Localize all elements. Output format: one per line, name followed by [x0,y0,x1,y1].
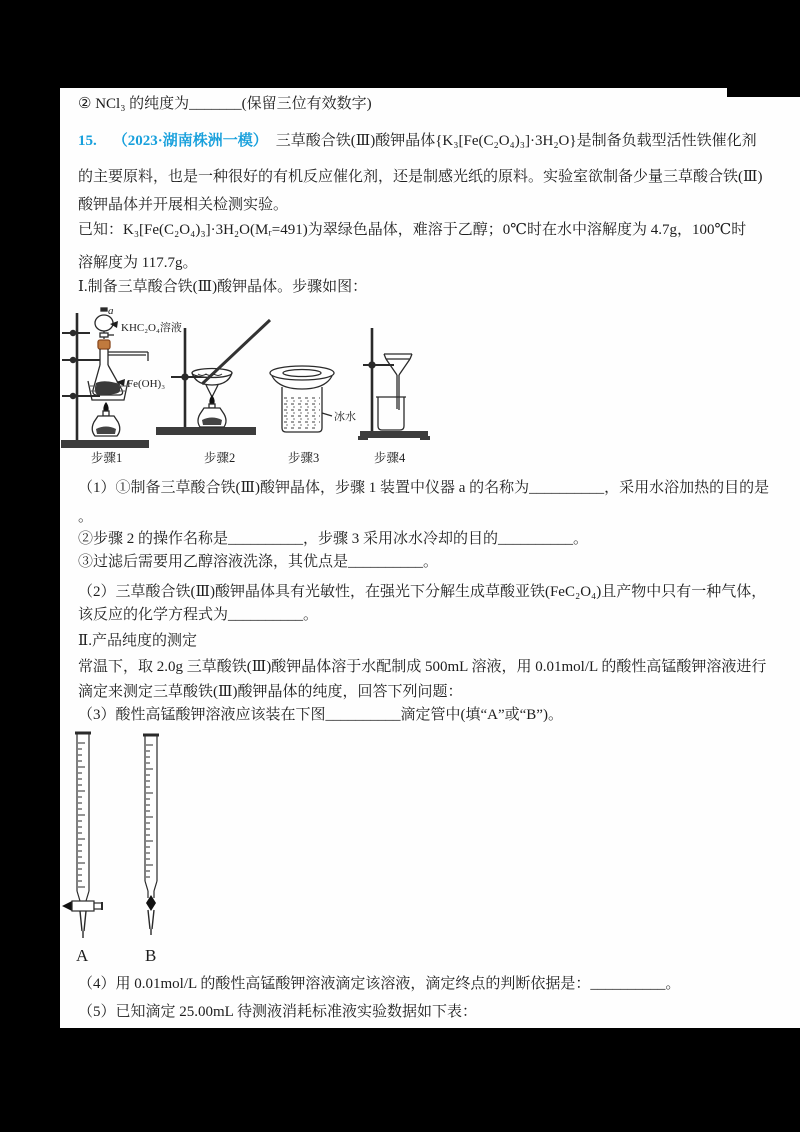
caption-step1: 步骤1 [91,451,123,465]
part2-title: Ⅱ.产品纯度的测定 [78,633,197,649]
part2-line1: 常温下，取 2.0g 三草酸铁(Ⅲ)酸钾晶体溶于水配制成 500mL 溶液，用 0.01mol/L 的酸性高锰酸钾溶液进行 [78,659,767,675]
apparatus-diagram [60,303,435,468]
q15-intro-line2: 的主要原料，也是一种很好的有机反应催化剂，还是制感光纸的原料。实验室欲制备少量三草酸合铁(Ⅲ) [78,169,763,185]
part1-title: Ⅰ.制备三草酸合铁(Ⅲ)酸钾晶体。步骤如图： [78,279,368,295]
q2-line2: 该反应的化学方程式为__________。 [78,607,319,623]
q15-intro-line1: 三草酸合铁(Ⅲ)酸钾晶体{K₃[Fe(C₂O₄)₃]·3H₂O}是制备负载型活性铁催化剂 [275,133,757,149]
flask-content-label: Fe(OH)₃ [127,378,166,390]
step2-evaporation-setup [156,320,270,435]
step3-ice-water-cooling [270,366,334,432]
step4-filtration-setup [358,328,430,440]
question-source: （2023·湖南株洲一模） [112,133,268,149]
q1-sub1-line2: 。 [78,509,94,525]
part2-line2: 滴定来测定三草酸铁(Ⅲ)酸钾晶体的纯度，回答下列问题： [78,684,463,700]
photo-corner-shadow [727,88,800,97]
instrument-a-label: a [108,305,114,317]
caption-step3: 步骤3 [288,451,320,465]
burette-diagram-svg [60,731,172,966]
apparatus-diagram-svg [60,303,435,468]
q2-line1: （2）三草酸合铁(Ⅲ)酸钾晶体具有光敏性，在强光下分解生成草酸亚铁(FeC₂O₄)且产物中只有一种气体， [78,584,767,600]
burette-b-label: B [145,946,157,965]
burette-a-label: A [76,946,89,965]
q1-sub1-line1: （1）①制备三草酸合铁(Ⅲ)酸钾晶体，步骤 1 装置中仪器 a 的名称为__________，采用水浴加热的目的是 [78,480,770,496]
q5-line: （5）已知滴定 25.00mL 待测液消耗标准液实验数据如下表： [78,1004,478,1020]
q15-heading-line [78,131,757,151]
question-number: 15. [78,133,97,149]
q1-sub2-line: ②步骤 2 的操作名称是__________，步骤 3 采用冰水冷却的目的__________。 [78,531,589,547]
known-info-line2: 溶解度为 117.7g。 [78,255,198,271]
q4-line: （4）用 0.01mol/L 的酸性高锰酸钾溶液滴定该溶液，滴定终点的判断依据是：__________。 [78,976,681,992]
burette-diagram [60,731,172,966]
q14-purity-blank-line: ② NCl₃ 的纯度为_______(保留三位有效数字) [78,96,372,112]
reagent-label: KHC₂O₄溶液 [121,322,182,334]
q15-intro-line3: 酸钾晶体并开展相关检测实验。 [78,197,289,213]
caption-step2: 步骤2 [204,451,236,465]
ice-water-label: 冰水 [334,411,356,423]
caption-step4: 步骤4 [374,451,406,465]
q1-sub3-line: ③过滤后需要用乙醇溶液洗涤，其优点是__________。 [78,554,439,570]
burette-b-base [143,735,159,935]
known-info-line1: 已知：K₃[Fe(C₂O₄)₃]·3H₂O(Mᵣ=491)为翠绿色晶体，难溶于乙醇；0℃时在水中溶解度为 4.7g，100℃时 [78,222,747,238]
document-page [60,88,800,1028]
burette-a-acid [62,733,102,938]
q3-line: （3）酸性高锰酸钾溶液应该装在下图__________滴定管中(填“A”或“B”)。 [78,707,563,723]
